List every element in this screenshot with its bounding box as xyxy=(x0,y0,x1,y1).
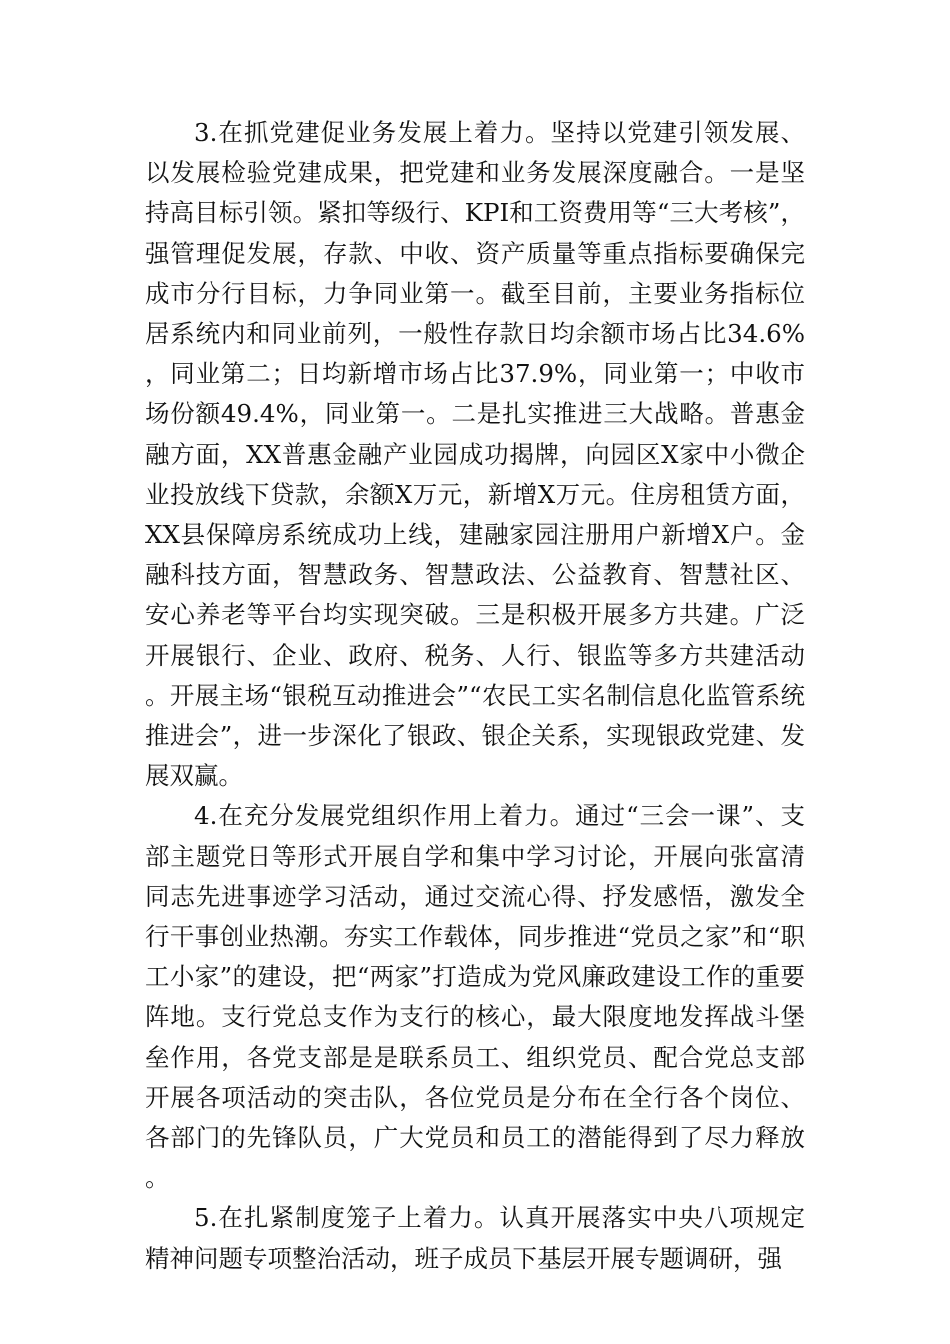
document-page xyxy=(145,113,805,1279)
paragraph-party-organization-role: 4.在充分发展党组织作用上着力。通过“三会一课”、支部主题党日等形式开展自学和集中学习讨论，开展向张富清同志先进事迹学习活动，通过交流心得、抒发感悟，激发全行干事创业热潮。夯实工作载体，同步推进“党员之家”和“职工小家”的建设，把“两家”打造成为党风廉政建设工作的重要阵地。支行党总支作为支行的核心，最大限度地发挥战斗堡垒作用，各党支部是是联系员工、组织党员、配合党总支部开展各项活动的突击队，各位党员是分布在全行各个岗位、各部门的先锋队员，广大党员和员工的潜能得到了尽力释放。 xyxy=(145,801,805,1193)
paragraph-system-cage: 5.在扎紧制度笼子上着力。认真开展落实中央八项规定精神问题专项整治活动，班子成员下基层开展专题调研，强 xyxy=(145,1203,805,1273)
paragraph-party-building-business: 3.在抓党建促业务发展上着力。坚持以党建引领发展、以发展检验党建成果，把党建和业务发展深度融合。一是坚持高目标引领。紧扣等级行、KPI和工资费用等“三大考核”，强管理促发展，存款、中收、资产质量等重点指标要确保完成市分行目标，力争同业第一。截至目前，主要业务指标位居系统内和同业前列，一般性存款日均余额市场占比34.6%，同业第二；日均新增市场占比37.9%，同业第一；中收市场份额49.4%，同业第一。二是扎实推进三大战略。普惠金融方面，XX普惠金融产业园成功揭牌，向园区X家中小微企业投放线下贷款，余额X万元，新增X万元。住房租赁方面，XX县保障房系统成功上线，建融家园注册用户新增X户。金融科技方面，智慧政务、智慧政法、公益教育、智慧社区、安心养老等平台均实现突破。三是积极开展多方共建。广泛开展银行、企业、政府、税务、人行、银监等多方共建活动。开展主场“银税互动推进会”“农民工实名制信息化监管系统推进会”，进一步深化了银政、银企关系，实现银政党建、发展双赢。 xyxy=(145,118,805,791)
